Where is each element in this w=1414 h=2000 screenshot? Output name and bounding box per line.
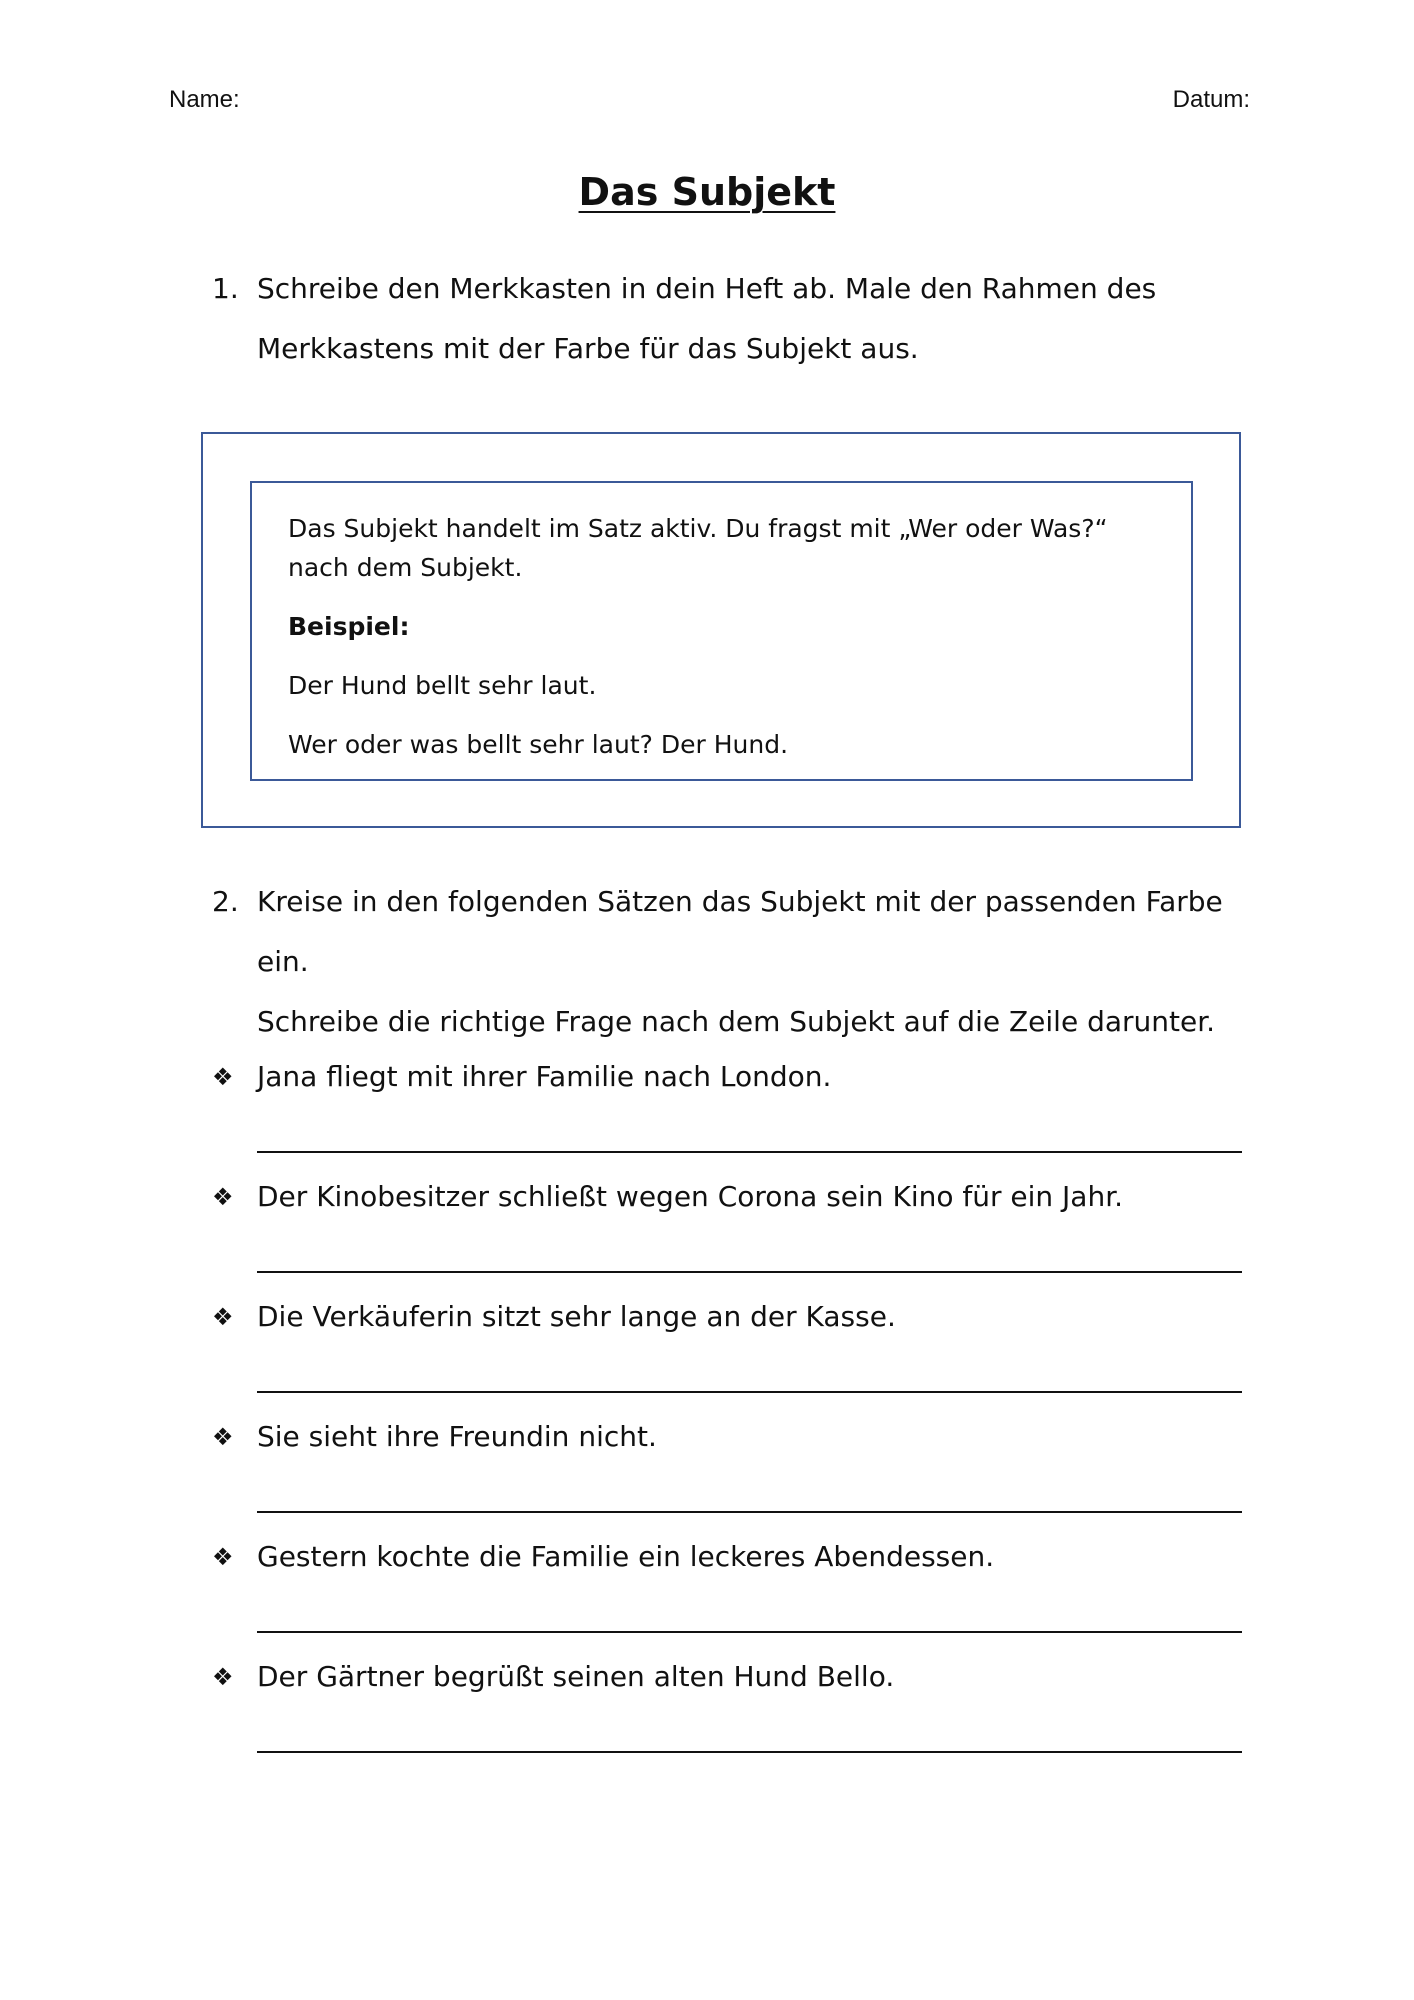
task-1 — [212, 259, 1272, 379]
merkkasten-definition — [288, 509, 1155, 587]
diamond-bullet-icon: ❖ — [212, 1183, 234, 1211]
diamond-bullet-icon: ❖ — [212, 1303, 234, 1331]
diamond-bullet-icon: ❖ — [212, 1063, 234, 1091]
definition-line-1: Das Subjekt handelt im Satz aktiv. Du fragst mit „Wer oder Was?“ — [288, 514, 1108, 543]
list-item — [212, 1295, 1242, 1415]
name-label: Name: — [169, 86, 240, 113]
answer-line[interactable] — [257, 1511, 1242, 1513]
answer-line[interactable] — [257, 1151, 1242, 1153]
list-item — [212, 1055, 1242, 1175]
task-2 — [212, 872, 1272, 1052]
diamond-bullet-icon: ❖ — [212, 1663, 234, 1691]
task-2-line-1: Kreise in den folgenden Sätzen das Subjekt mit der passenden Farbe ein. — [257, 885, 1223, 978]
diamond-bullet-icon: ❖ — [212, 1543, 234, 1571]
diamond-bullet-icon: ❖ — [212, 1423, 234, 1451]
example-label: Beispiel: — [288, 612, 410, 641]
sentence-text: Die Verkäuferin sitzt sehr lange an der Kasse. — [257, 1300, 896, 1333]
sentence-text: Sie sieht ihre Freundin nicht. — [257, 1420, 657, 1453]
sentence-list — [212, 1055, 1242, 1775]
answer-line[interactable] — [257, 1631, 1242, 1633]
task-1-line-1: Schreibe den Merkkasten in dein Heft ab. Male den Rahmen des — [257, 272, 1157, 305]
page-title: Das Subjekt — [578, 170, 836, 214]
sentence-text: Jana fliegt mit ihrer Familie nach London. — [257, 1060, 832, 1093]
list-item — [212, 1535, 1242, 1655]
sentence-text: Der Gärtner begrüßt seinen alten Hund Bello. — [257, 1660, 895, 1693]
example-sentence: Der Hund bellt sehr laut. — [288, 671, 597, 700]
task-2-number: 2. — [212, 885, 239, 918]
answer-line[interactable] — [257, 1271, 1242, 1273]
example-question: Wer oder was bellt sehr laut? Der Hund. — [288, 730, 789, 759]
task-2-line-2: Schreibe die richtige Frage nach dem Subjekt auf die Zeile darunter. — [257, 1005, 1216, 1038]
definition-line-2: nach dem Subjekt. — [288, 553, 523, 582]
task-1-line-2: Merkkastens mit der Farbe für das Subjekt aus. — [257, 332, 919, 365]
list-item — [212, 1415, 1242, 1535]
answer-line[interactable] — [257, 1751, 1242, 1753]
sentence-text: Der Kinobesitzer schließt wegen Corona sein Kino für ein Jahr. — [257, 1180, 1124, 1213]
answer-line[interactable] — [257, 1391, 1242, 1393]
date-label: Datum: — [1172, 86, 1250, 113]
merkkasten-inner-box — [250, 481, 1193, 781]
sentence-text: Gestern kochte die Familie ein leckeres Abendessen. — [257, 1540, 995, 1573]
task-1-number: 1. — [212, 272, 239, 305]
list-item — [212, 1655, 1242, 1775]
list-item — [212, 1175, 1242, 1295]
